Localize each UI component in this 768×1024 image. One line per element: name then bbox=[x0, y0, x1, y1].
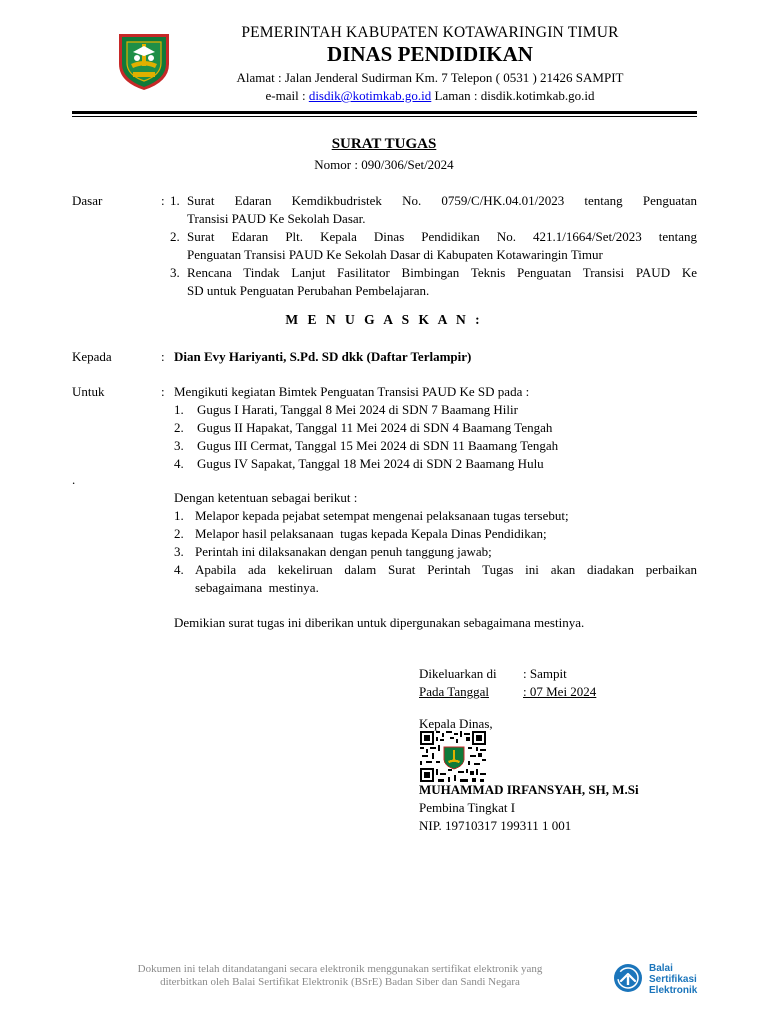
bsre-wordmark-line: Balai bbox=[649, 963, 673, 974]
untuk-item-text: Gugus IV Sapakat, Tanggal 18 Mei 2024 di SDN 2 Baamang Hulu bbox=[197, 456, 544, 471]
untuk-colon: : bbox=[161, 384, 165, 399]
menugaskan-heading: M E N U G A S K A N : bbox=[285, 312, 483, 327]
ketentuan-item-number: 4. bbox=[174, 562, 184, 577]
dasar-item-text: SD untuk Penguatan Perubahan Pembelajaran. bbox=[187, 283, 430, 298]
issued-date-value: : 07 Mei 2024 bbox=[523, 684, 597, 699]
bsre-logo-icon bbox=[612, 962, 644, 994]
letterhead-divider-thick bbox=[72, 111, 697, 114]
dasar-item-text: Transisi PAUD Ke Sekolah Dasar. bbox=[187, 211, 366, 226]
bsre-wordmark bbox=[649, 963, 697, 996]
esignature-notice bbox=[80, 963, 600, 989]
kepada-colon: : bbox=[161, 349, 165, 364]
esignature-notice-line: diterbitkan oleh Balai Sertifikat Elektronik (BSrE) Badan Siber dan Sandi Negara bbox=[160, 976, 520, 988]
untuk-item-text: Gugus III Cermat, Tanggal 15 Mei 2024 di SDN 11 Baamang Tengah bbox=[197, 438, 559, 453]
regency-emblem-icon bbox=[113, 30, 175, 92]
ketentuan-item-text: Melapor hasil pelaksanaan tugas kepada Kepala Dinas Pendidikan; bbox=[195, 526, 547, 541]
ketentuan-item-number: 3. bbox=[174, 544, 184, 559]
signer-nip: NIP. 19710317 199311 1 001 bbox=[419, 818, 572, 833]
document-title: SURAT TUGAS bbox=[331, 136, 437, 152]
ketentuan-item-text: Apabila ada kekeliruan dalam Surat Perintah Tugas ini akan diadakan perbaikan bbox=[195, 562, 697, 577]
untuk-item-number: 1. bbox=[174, 402, 184, 417]
untuk-label: Untuk bbox=[72, 384, 105, 399]
signer-position: Kepala Dinas, bbox=[419, 716, 493, 731]
ketentuan-item-number: 2. bbox=[174, 526, 184, 541]
signer-rank: Pembina Tingkat I bbox=[419, 800, 516, 815]
letterhead-office-name: DINAS PENDIDIKAN bbox=[327, 42, 533, 66]
dasar-item-text: Penguatan Transisi PAUD Ke Sekolah Dasar di Kabupaten Kotawaringin Timur bbox=[187, 247, 603, 262]
untuk-item-number: 2. bbox=[174, 420, 184, 435]
dasar-item-number: 2. bbox=[170, 229, 180, 244]
signer-name: MUHAMMAD IRFANSYAH, SH, M.Si bbox=[419, 782, 639, 797]
email-link[interactable]: disdik@kotimkab.go.id bbox=[308, 88, 432, 103]
dasar-item-text: Surat Edaran Plt. Kepala Dinas Pendidikan No. 421.1/1664/Set/2023 tentang bbox=[187, 229, 697, 244]
letterhead-government-name: PEMERINTAH KABUPATEN KOTAWARINGIN TIMUR bbox=[241, 24, 619, 41]
dasar-colon: : bbox=[161, 193, 165, 208]
bsre-wordmark-line: Elektronik bbox=[649, 985, 698, 996]
dasar-item-text: Surat Edaran Kemdikbudristek No. 0759/C/HK.04.01/2023 tentang Penguatan bbox=[187, 193, 697, 208]
dasar-item-number: 3. bbox=[170, 265, 180, 280]
email-label: e-mail : bbox=[265, 88, 309, 103]
untuk-item-number: 4. bbox=[174, 456, 184, 471]
ketentuan-intro: Dengan ketentuan sebagai berikut : bbox=[174, 490, 358, 505]
dasar-label: Dasar bbox=[72, 193, 103, 208]
untuk-item-text: Gugus I Harati, Tanggal 8 Mei 2024 di SDN 7 Baamang Hilir bbox=[197, 402, 518, 417]
document-number: Nomor : 090/306/Set/2024 bbox=[314, 157, 454, 172]
kepada-value: Dian Evy Hariyanti, S.Pd. SD dkk (Daftar Terlampir) bbox=[174, 349, 472, 364]
issued-at-label: Dikeluarkan di bbox=[419, 666, 497, 681]
ketentuan-item-text: Perintah ini dilaksanakan dengan penuh tanggung jawab; bbox=[195, 544, 492, 559]
untuk-item-number: 3. bbox=[174, 438, 184, 453]
ketentuan-item-number: 1. bbox=[174, 508, 184, 523]
letterhead-divider-thin bbox=[72, 116, 697, 117]
qr-code-signature-icon bbox=[420, 731, 486, 782]
dasar-item-number: 1. bbox=[170, 193, 180, 208]
kepada-label: Kepada bbox=[72, 349, 112, 364]
untuk-item-text: Gugus II Hapakat, Tanggal 11 Mei 2024 di SDN 4 Baamang Tengah bbox=[197, 420, 553, 435]
stray-dot: . bbox=[72, 472, 76, 487]
website-text: Laman : disdik.kotimkab.go.id bbox=[431, 88, 595, 103]
ketentuan-item-text: Melapor kepada pejabat setempat mengenai pelaksanaan tugas tersebut; bbox=[195, 508, 569, 523]
untuk-intro: Mengikuti kegiatan Bimtek Penguatan Transisi PAUD Ke SD pada : bbox=[174, 384, 530, 399]
letterhead-address: Alamat : Jalan Jenderal Sudirman Km. 7 Telepon ( 0531 ) 21426 SAMPIT bbox=[236, 70, 624, 85]
closing-sentence: Demikian surat tugas ini diberikan untuk dipergunakan sebagaimana mestinya. bbox=[174, 615, 585, 630]
esignature-notice-line: Dokumen ini telah ditandatangani secara elektronik menggunakan sertifikat elektronik yang bbox=[137, 963, 543, 975]
dasar-item-text: Rencana Tindak Lanjut Fasilitator Bimbingan Teknis Penguatan Transisi PAUD Ke bbox=[187, 265, 697, 280]
issued-at-value: : Sampit bbox=[523, 666, 567, 681]
bsre-wordmark-line: Sertifikasi bbox=[649, 974, 697, 985]
letterhead-contact bbox=[170, 88, 690, 104]
issued-date-label: Pada Tanggal bbox=[419, 684, 489, 699]
ketentuan-item-text: sebagaimana mestinya. bbox=[195, 580, 319, 595]
